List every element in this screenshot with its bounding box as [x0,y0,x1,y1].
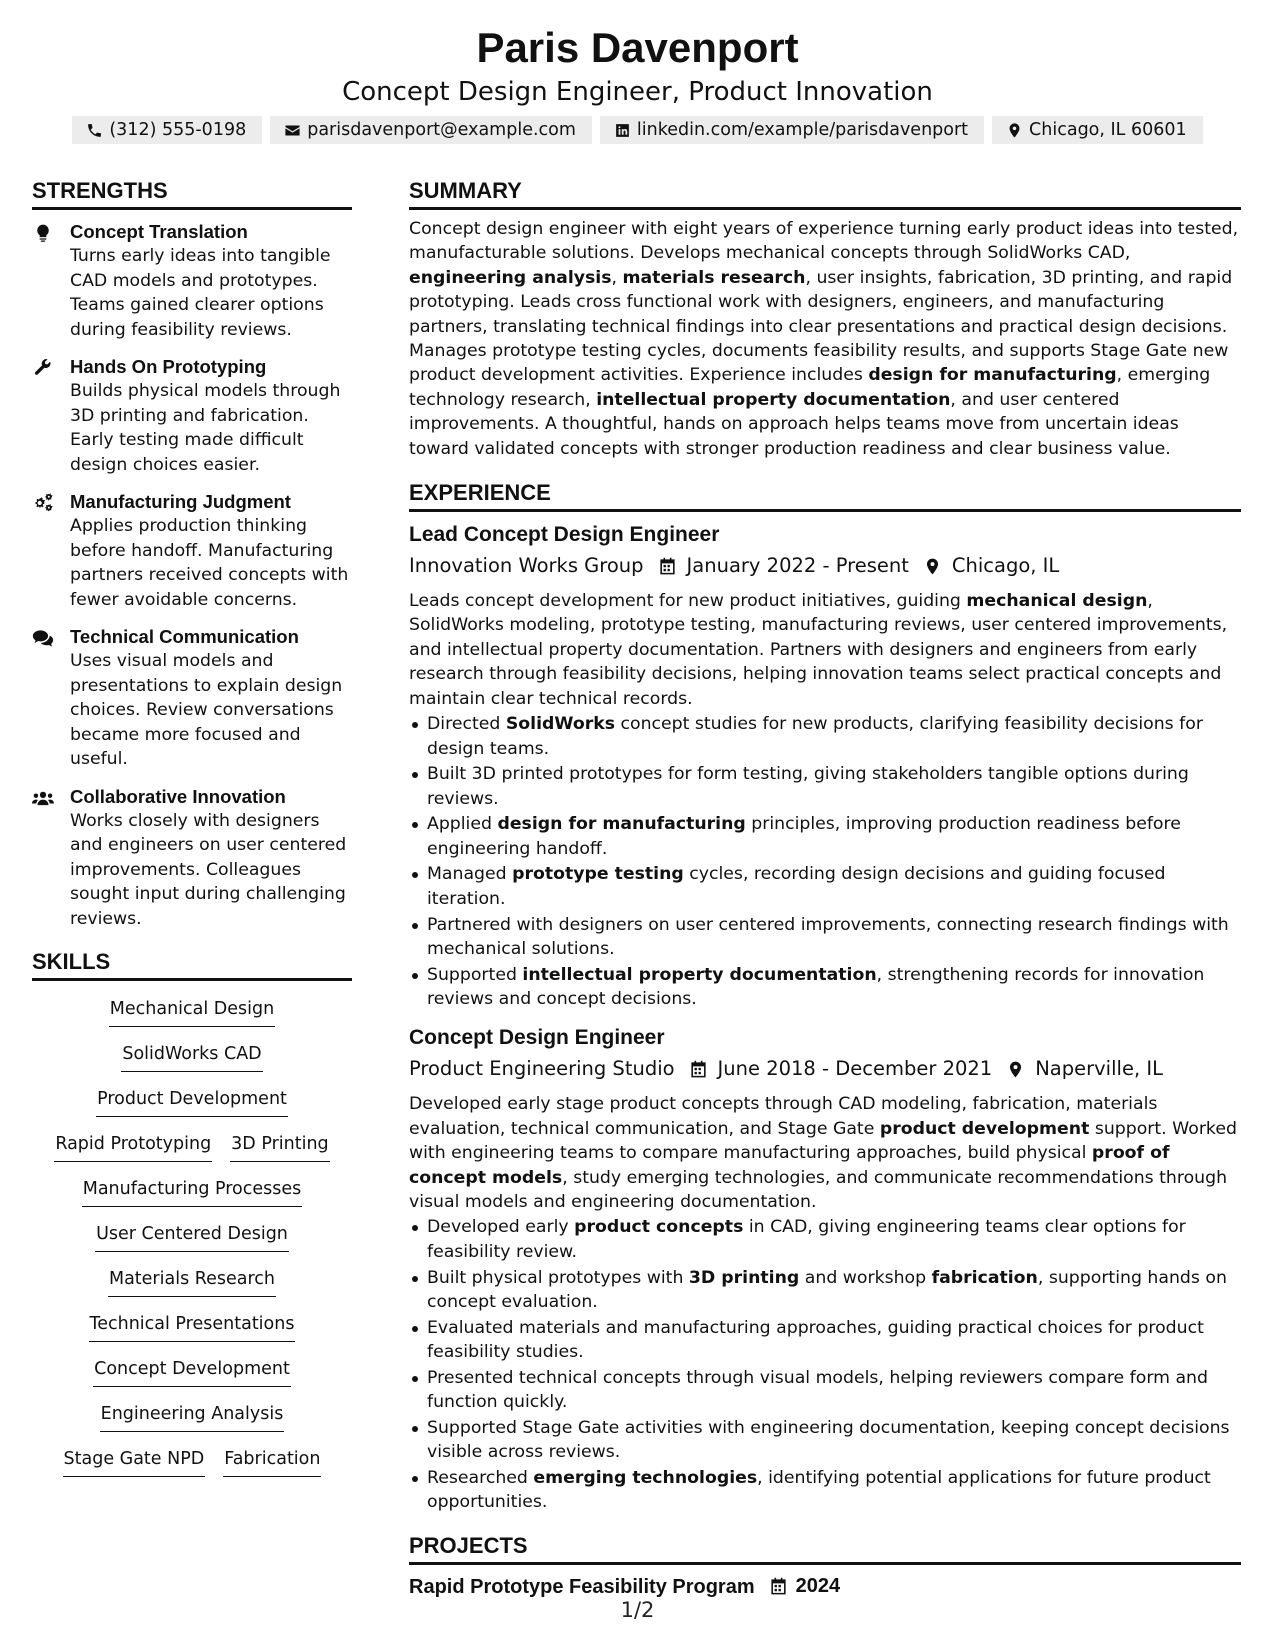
job-bullets [409,712,1241,1011]
experience-heading: EXPERIENCE [409,478,1241,512]
text-run: , emerging technology research, [409,365,1211,410]
bold-phrase: intellectual property documentation [522,964,877,985]
project-entry [409,1573,1241,1601]
bold-phrase: mechanical design [966,591,1148,612]
job-bullet [409,712,1241,761]
text-run: Researched [427,1468,534,1489]
job-title: Concept Design Engineer [409,1026,665,1050]
text-run: Managed [427,864,513,885]
text-run: , strengthening records for innovation reviews and concept decisions. [427,964,1205,1010]
text-run: Developed early stage product concepts through CAD modeling, fabrication, materials evaluation, technical communication, and Stage Gate [409,1094,1158,1139]
projects-section [409,1531,1241,1601]
bold-phrase: SolidWorks [505,714,615,735]
lightbulb-icon [32,223,54,243]
skill-row [95,1222,289,1267]
job-bullet [409,1366,1241,1415]
bold-phrase: intellectual property documentation [596,389,951,410]
text-run: Evaluated materials and manufacturing approaches, guiding practical choices for product feasibility studies. [427,1317,1204,1363]
project-title: Rapid Prototype Feasibility Program [409,1575,755,1598]
skill-tag: Concept Development [93,1357,291,1387]
job-bullet [409,812,1241,861]
job-entry [409,1024,1241,1514]
text-run: Applied [427,814,498,835]
job-bullet [409,1416,1241,1465]
strengths-heading: STRENGTHS [32,176,352,210]
map-pin-icon [923,557,942,576]
strength-desc: Turns early ideas into tangible CAD models and prototypes. Teams gained clearer options during feasibility reviews. [70,246,331,340]
text-run: Supported Stage Gate activities with engineering documentation, keeping concept decisions visible across reviews. [427,1417,1230,1463]
email-text: parisdavenport@example.com [307,120,576,140]
comments-icon [32,628,54,648]
text-run: Directed [427,714,506,735]
strength-title: Hands On Prototyping [70,356,267,377]
skill-tag: Mechanical Design [109,997,275,1027]
strength-item [32,355,352,477]
skill-row [63,1447,322,1492]
job-meta [409,1054,1241,1084]
users-icon [32,788,54,808]
text-run: in CAD, giving engineering teams clear options for feasibility review. [427,1217,1186,1262]
skill-tag: Technical Presentations [89,1312,296,1342]
job-company: Innovation Works Group [409,554,644,578]
job-dates: June 2018 - December 2021 [717,1057,993,1081]
text-run: Concept design engineer with eight years of experience turning early product ideas into tested, manufacturable solutions. Develops mechanical concepts through SolidWorks CAD, [409,219,1239,264]
envelope-icon [284,122,301,139]
job-location: Chicago, IL [951,554,1060,578]
phone-text: (312) 555-0198 [109,120,247,140]
job-bullet [409,913,1241,962]
job-description [409,1092,1241,1214]
job-bullet [409,1466,1241,1515]
bold-phrase: engineering analysis [409,267,612,288]
bold-phrase: prototype testing [512,864,684,885]
calendar-icon [689,1060,708,1079]
contact-linkedin[interactable] [600,116,984,144]
experience-section [409,478,1241,1515]
bold-phrase: design for manufacturing [497,814,746,835]
bold-phrase: proof of concept models [409,1143,1170,1188]
wrench-icon [32,358,54,378]
resume-header [0,22,1275,144]
contact-location [992,116,1203,144]
strength-item [32,785,352,932]
skill-row [54,1132,329,1177]
text-run: Partnered with designers on user centered improvements, connecting research findings with mechanical solutions. [427,914,1229,959]
text-run: principles, improving production readiness before engineering handoff. [427,814,1181,859]
skill-row [93,1357,291,1402]
contact-email[interactable] [270,116,592,144]
job-bullet [409,1215,1241,1264]
text-run: , user insights, fabrication, 3D printing, and rapid prototyping. Leads cross functional work with designers, engineers, and manufacturing partners, translating technical findings into clear presentations and practical design decisions. Manages prototype testing cycles, documents feasibility results, and supports Stage Gate new product development activities. Experience includes [409,267,1233,386]
bold-phrase: materials research [622,267,806,288]
summary-text [409,217,1241,461]
job-bullet [409,963,1241,1012]
job-dates: January 2022 - Present [686,554,909,578]
projects-heading: PROJECTS [409,1531,1241,1565]
candidate-headline: Concept Design Engineer, Product Innovation [342,77,933,107]
text-run: and workshop [799,1267,932,1288]
strength-desc: Works closely with designers and engineers on user centered improvements. Colleagues sought input during challenging reviews. [70,810,347,929]
strength-title: Technical Communication [70,626,299,647]
strength-desc: Uses visual models and presentations to explain design choices. Review conversations became more focused and useful. [70,651,343,769]
text-run: Presented technical concepts through visual models, helping reviewers compare form and function quickly. [427,1367,1208,1413]
job-bullet [409,862,1241,911]
job-bullets [409,1215,1241,1514]
job-bullet [409,1266,1241,1315]
text-run: concept studies for new products, clarifying feasibility decisions for design teams. [427,714,1203,759]
skill-tag: Rapid Prototyping [54,1132,212,1162]
text-run: Built 3D printed prototypes for form testing, giving stakeholders tangible options during reviews. [427,764,1189,809]
strength-title: Concept Translation [70,221,248,242]
bold-phrase: fabrication [931,1267,1038,1288]
skill-tag: SolidWorks CAD [121,1042,262,1072]
skill-row [100,1402,285,1447]
text-run: , SolidWorks modeling, prototype testing, manufacturing reviews, user centered improvements, and intellectual property documentation. Partners with designers and engineers from early research through feasibility decisions, helping innovation teams select practical concepts and maintain clear technical records. [409,591,1228,709]
job-location: Naperville, IL [1035,1057,1163,1081]
left-column [32,176,352,1492]
strengths-list [32,220,352,931]
page-number: 1/2 [620,1598,655,1622]
skill-tag: User Centered Design [95,1222,289,1252]
skills-heading: SKILLS [32,947,352,981]
contact-bar [0,116,1275,144]
candidate-name: Paris Davenport [476,24,799,71]
skill-tag: 3D Printing [230,1132,330,1162]
calendar-icon [658,557,677,576]
linkedin-text: linkedin.com/example/parisdavenport [636,120,969,140]
skill-tag: Engineering Analysis [100,1402,285,1432]
phone-icon [86,122,103,139]
map-pin-icon [1006,1060,1025,1079]
skill-row [82,1177,303,1222]
job-description [409,589,1241,711]
bold-phrase: product development [879,1118,1090,1139]
strength-desc: Applies production thinking before handoff. Manufacturing partners received concepts with fewer avoidable concerns. [70,516,349,610]
bold-phrase: 3D printing [688,1267,800,1288]
skill-tag: Manufacturing Processes [82,1177,303,1207]
text-run: Developed early [427,1217,575,1238]
skill-tag: Product Development [96,1087,288,1117]
location-text: Chicago, IL 60601 [1029,120,1187,140]
job-bullet [409,762,1241,811]
strength-item [32,490,352,612]
job-title: Lead Concept Design Engineer [409,523,720,547]
text-run: Supported [427,964,523,985]
job-meta [409,551,1241,581]
skill-tag: Materials Research [108,1267,276,1297]
job-bullet [409,1316,1241,1365]
skill-tag: Fabrication [223,1447,321,1477]
skill-tag: Stage Gate NPD [63,1447,206,1477]
job-company: Product Engineering Studio [409,1057,675,1081]
skill-row [96,1087,288,1132]
bold-phrase: design for manufacturing [868,365,1117,386]
skill-row [89,1312,296,1357]
contact-phone[interactable] [72,116,262,144]
text-run: Built physical prototypes with [427,1267,689,1288]
gears-icon [32,493,54,513]
text-run: cycles, recording design decisions and guiding focused iteration. [427,864,1166,909]
calendar-icon [769,1577,788,1596]
strength-item [32,625,352,772]
bold-phrase: product concepts [574,1217,744,1238]
text-run: , and user centered improvements. A thoughtful, hands on approach helps teams move from uncertain ideas toward validated concepts with stronger production readiness and clear business value. [409,389,1179,459]
bold-phrase: emerging technologies [533,1468,758,1489]
text-run: , identifying potential applications for future product opportunities. [427,1468,1211,1513]
map-pin-icon [1006,122,1023,139]
text-run: , supporting hands on concept evaluation. [427,1267,1227,1312]
right-column [409,176,1241,1601]
job-entry [409,521,1241,1011]
text-run: Leads concept development for new product initiatives, guiding [409,591,967,612]
skill-row [121,1042,262,1087]
skills-section [32,947,352,1492]
skill-row [108,1267,276,1312]
summary-heading: SUMMARY [409,176,1241,210]
strength-desc: Builds physical models through 3D printing and fabrication. Early testing made difficult design choices easier. [70,381,341,475]
strength-item [32,220,352,342]
project-date: 2024 [795,1575,841,1598]
text-run: support. Worked with engineering teams to compare manufacturing approaches, build physical [409,1118,1237,1164]
skills-list [32,997,352,1492]
text-run: , [611,267,623,288]
strength-title: Collaborative Innovation [70,785,286,807]
skill-row [109,997,275,1042]
text-run: , study emerging technologies, and communicate recommendations through visual models and engineering documentation. [409,1167,1228,1213]
linkedin-icon [614,122,631,139]
strength-title: Manufacturing Judgment [70,491,291,512]
